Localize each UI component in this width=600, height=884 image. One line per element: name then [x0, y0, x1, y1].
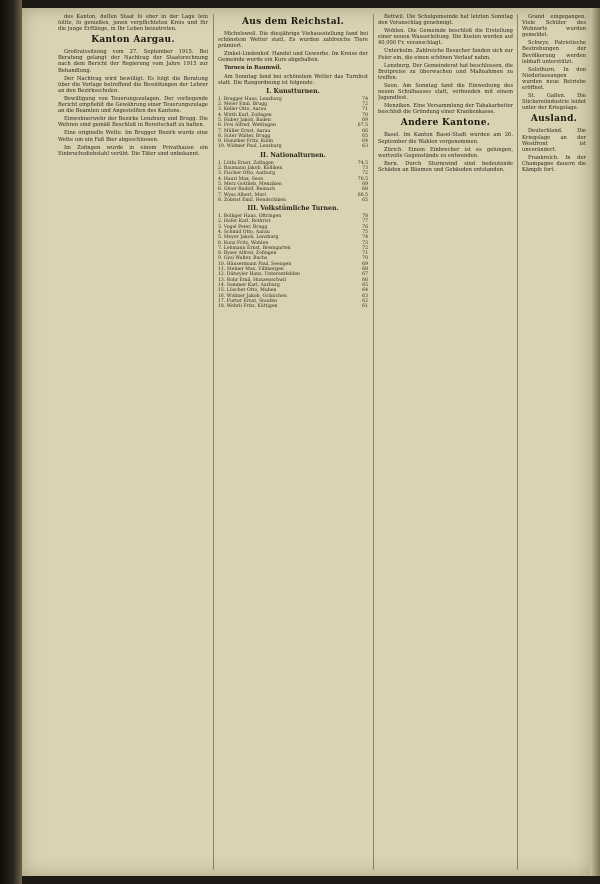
rank-points: 74.5 [357, 160, 368, 166]
rank-points: 71 [362, 251, 368, 257]
column-1 [58, 14, 208, 870]
rank-name: 5. Merz Gottlieb, Menziken [218, 181, 282, 187]
newspaper-page [22, 8, 590, 876]
page-edge [590, 8, 600, 876]
rank-points: 74 [362, 96, 368, 102]
rank-points: 68 [362, 187, 368, 193]
rank-table-3 [218, 214, 368, 309]
rank-name: 16. Widmer Jakob, Gränichen [218, 293, 287, 299]
rank-name: 1. Brugger Hans, Lenzburg [218, 96, 282, 102]
rank-points: 67 [362, 272, 368, 278]
rank-name: 3. Vogel Peter, Brugg [218, 224, 268, 230]
article-paragraph: Großratssitzung vom 27. September 1915. Bei Beratung gelangt der Nachtrag der Staatsrechnung nach dem Bericht der Regierung vom Jahre 1915 zur Behandlung. [58, 49, 208, 74]
rank-name: 1. Bolliger Hans, Oftringen [218, 214, 282, 220]
rank-name: 13. Rohr Emil, Hunzenschwil [218, 277, 286, 283]
article-paragraph: Zürich. Einem Einbrecher ist es gelungen, wertvolle Gegenstände zu entwenden. [378, 146, 513, 159]
column-rule [517, 14, 518, 870]
book-spine [0, 0, 22, 884]
col3-intro: Bettwil. Die Schulgemeinde hat letzten Sonntag den Voranschlag genehmigt. [378, 14, 513, 27]
column-2 [218, 14, 368, 870]
article-paragraph: Der Nachtrag wird bewilligt. Es folgt die Beratung über die Vorlage betreffend die Besoldungen der Lehrer an den Bezirksschulen. [58, 75, 208, 94]
turnen-intro: Am Sonntag fand bei schönstem Wetter das Turnfest statt. Die Rangordnung ist folgende: [218, 73, 368, 86]
rank-points: 63 [362, 293, 368, 299]
rank-name: 9. Gysi Walter, Buchs [218, 256, 268, 262]
rank-points: 70 [362, 112, 368, 118]
section-kunstturnen: I. Kunstturnen. [266, 87, 320, 95]
rank-row [218, 304, 368, 309]
rank-name: 8. Ryser Alfred, Zofingen [218, 251, 277, 257]
turnen-heading: Turnen in Raumwil. [224, 65, 282, 72]
section-volkstuemlich: III. Volkstümliche Turnen. [247, 205, 339, 213]
heading-kanton-aargau: Kanton Aargau. [91, 35, 175, 46]
article-paragraph: St. Gallen. Die Stickereiindustrie leidet unter der Kriegslage. [522, 93, 586, 112]
rank-points: 72 [362, 245, 368, 251]
rank-name: 6. Gloor Rudolf, Reinach [218, 187, 276, 193]
rank-name: 11. Steiner Max, Villmergen [218, 267, 284, 273]
rank-points: 70 [362, 256, 368, 262]
article-paragraph: Im Zofingen wurde in einem Privathause ein Einbruchsdiebstahl verübt. Die Täter sind unbekannt. [58, 144, 208, 157]
article-paragraph: Schwyz. Patriotische Bestrebungen der Bevölkerung werden lebhaft unterstützt. [522, 40, 586, 65]
rank-name: 14. Sommer Karl, Aarburg [218, 282, 280, 288]
article-paragraph: Wohlen. Die Gemeinde beschloß die Erstellung einer neuen Wasserleitung. Die Kosten werden auf 40,000 Fr. veranschlagt. [378, 28, 513, 47]
col1-intro: des Kanton, deſſen Staat ſo eher in der Lage ſein ſollte, ſo genießen, jenen verpflichteten Kreis und für die junge Erſtlinge, in Ihr Leben beizutreten. [58, 14, 208, 33]
rank-name: 9. Hunziker Fritz, Kulm [218, 139, 273, 145]
rank-name: 2. Baumann Jakob, Kölliken [218, 166, 283, 172]
article-paragraph: Basel. Im Kanton Basel-Stadt wurden am 26. September die Wahlen vorgenommen. [378, 132, 513, 145]
rank-points: 61 [362, 304, 368, 310]
heading-andere-kantone: Andere Kantone. [400, 118, 491, 129]
rank-name: 8. Suter Walter, Brugg [218, 133, 271, 139]
rank-table-1 [218, 97, 368, 150]
rank-name: 2. Meier Emil, Brugg [218, 102, 268, 108]
rank-points: 78 [362, 214, 368, 220]
rank-name: 7. Wyss Albert, Muri [218, 192, 266, 198]
article-paragraph: Deutschland. Die Kriegslage an der Westfront ist unverändert. [522, 128, 586, 153]
rank-points: 64 [362, 139, 368, 145]
rank-points: 63 [362, 144, 368, 150]
column-rule [373, 14, 374, 870]
rank-points: 65 [362, 133, 368, 139]
rank-name: 15. Lüscher Otto, Muhen [218, 288, 277, 294]
article-paragraph: Menziken. Eine Versammlung der Tabakarbeiter beschloß die Gründung einer Krankenkasse. [378, 103, 513, 116]
rank-points: 64 [362, 288, 368, 294]
col4-intro: Grand eingegangen. Viele Schüler des Wohnorts wurden gemeldet. [522, 14, 586, 39]
rank-points: 74 [362, 235, 368, 241]
article-paragraph: Bern. Durch Sturmwind sind bedeutende Schäden an Bäumen und Gebäuden entstanden. [378, 160, 513, 173]
rank-points: 66 [362, 277, 368, 283]
rank-table-2 [218, 161, 368, 203]
rank-points: 69 [362, 261, 368, 267]
rank-name: 4. Schmid Otto, Aarau [218, 229, 270, 235]
rank-points: 68 [362, 267, 368, 273]
rank-points: 75 [362, 229, 368, 235]
article-paragraph: Zinkel-Lindenhof. Handel und Gewerbe. Im Kreise der Gemeinde wurde ein Kurs abgehalten. [218, 51, 368, 64]
rank-points: 66.5 [357, 192, 368, 198]
rank-row [218, 198, 368, 203]
article-paragraph: Seon. Am Sonntag fand die Einweihung des neuen Schulhauses statt, verbunden mit einem Jugendfest. [378, 82, 513, 102]
heading-reichstal: Aus dem Reichstal. [241, 17, 345, 27]
column-4 [522, 14, 586, 870]
rank-points: 77 [362, 219, 368, 225]
rank-name: 18. Wehrli Fritz, Küttigen [218, 304, 278, 310]
heading-ausland: Ausland. [530, 114, 578, 125]
article-paragraph: Michelsweil. Die diesjährige Viehausstellung fand bei schönstem Wetter statt. Es wurden zahlreiche Tiere prämiert. [218, 31, 368, 50]
rank-points: 69 [362, 181, 368, 187]
article-paragraph: Unterkulm. Zahlreiche Besucher fanden sich zur Feier ein, die einen schönen Verlauf nahm. [378, 48, 513, 61]
rank-name: 6. Kunz Fritz, Wohlen [218, 240, 269, 246]
rank-name: 12. Dätwyler Hans, Unterentfelden [218, 272, 301, 278]
rank-name: 7. Lehmann Ernst, Bremgarten [218, 245, 291, 251]
rank-points: 73 [362, 166, 368, 172]
rank-name: 17. Furter Ernst, Staufen [218, 298, 278, 304]
rank-name: 3. Keller Otto, Aarau [218, 107, 267, 113]
rank-points: 72 [362, 102, 368, 108]
rank-points: 66 [362, 128, 368, 134]
article-paragraph: Einwohnerwehr der Bezirke Lenzburg und Brugg. Die Wehren sind gemäß Beschluß in Bereitschaft zu halten. [58, 116, 208, 129]
rank-points: 71 [362, 107, 368, 113]
article-paragraph: Frankreich. In der Champagne dauern die Kämpfe fort. [522, 154, 586, 173]
article-paragraph: Bewilligung von Teuerungszulagen. Der vorliegende Bericht empfiehlt die Gewährung einer Teuerungszulage an die Beamten und Angestellten des Kantons. [58, 95, 208, 115]
rank-name: 8. Zobrist Emil, Hendschiken [218, 197, 287, 203]
article-paragraph: Eine originelle Wette. Im Brugger Bezirk wurde eine Wette um ein Faß Bier abgeschlossen. [58, 130, 208, 143]
rank-points: 65 [362, 197, 368, 203]
rank-points: 70.5 [357, 176, 368, 182]
article-paragraph: Lenzburg. Der Gemeinderat hat beschlossen, die Brotpreise zu überwachen und Maßnahmen zu treffen. [378, 62, 513, 81]
rank-points: 69 [362, 117, 368, 123]
rank-points: 72 [362, 171, 368, 177]
rank-points: 67.5 [357, 123, 368, 129]
section-nationalturnen: II. Nationalturnen. [260, 151, 326, 159]
article-paragraph: Solothurn. In den Niederlassungen wurden neue Betriebe eröffnet. [522, 66, 586, 92]
rank-points: 62 [362, 298, 368, 304]
rank-name: 10. Häusermann Paul, Seengen [218, 261, 292, 267]
rank-name: 5. Meyer Jakob, Lenzburg [218, 235, 279, 241]
rank-points: 65 [362, 282, 368, 288]
rank-name: 1. Lüthi Ernst, Zofingen [218, 160, 274, 166]
rank-name: 10. Widmer Paul, Lenzburg [218, 144, 282, 150]
rank-name: 3. Fischer Otto, Aarburg [218, 171, 276, 177]
rank-points: 73 [362, 240, 368, 246]
rank-row [218, 144, 368, 149]
rank-name: 5. Huber Jakob, Baden [218, 117, 271, 123]
column-3 [378, 14, 513, 870]
rank-name: 7. Müller Ernst, Aarau [218, 128, 271, 134]
column-rule [213, 14, 214, 870]
rank-name: 2. Hofer Karl, Rothrist [218, 219, 271, 225]
rank-name: 4. Hauri Max, Seon [218, 176, 264, 182]
rank-name: 4. Wirth Karl, Zofingen [218, 112, 272, 118]
rank-points: 76 [362, 224, 368, 230]
rank-name: 6. Frei Alfred, Wettingen [218, 123, 276, 129]
